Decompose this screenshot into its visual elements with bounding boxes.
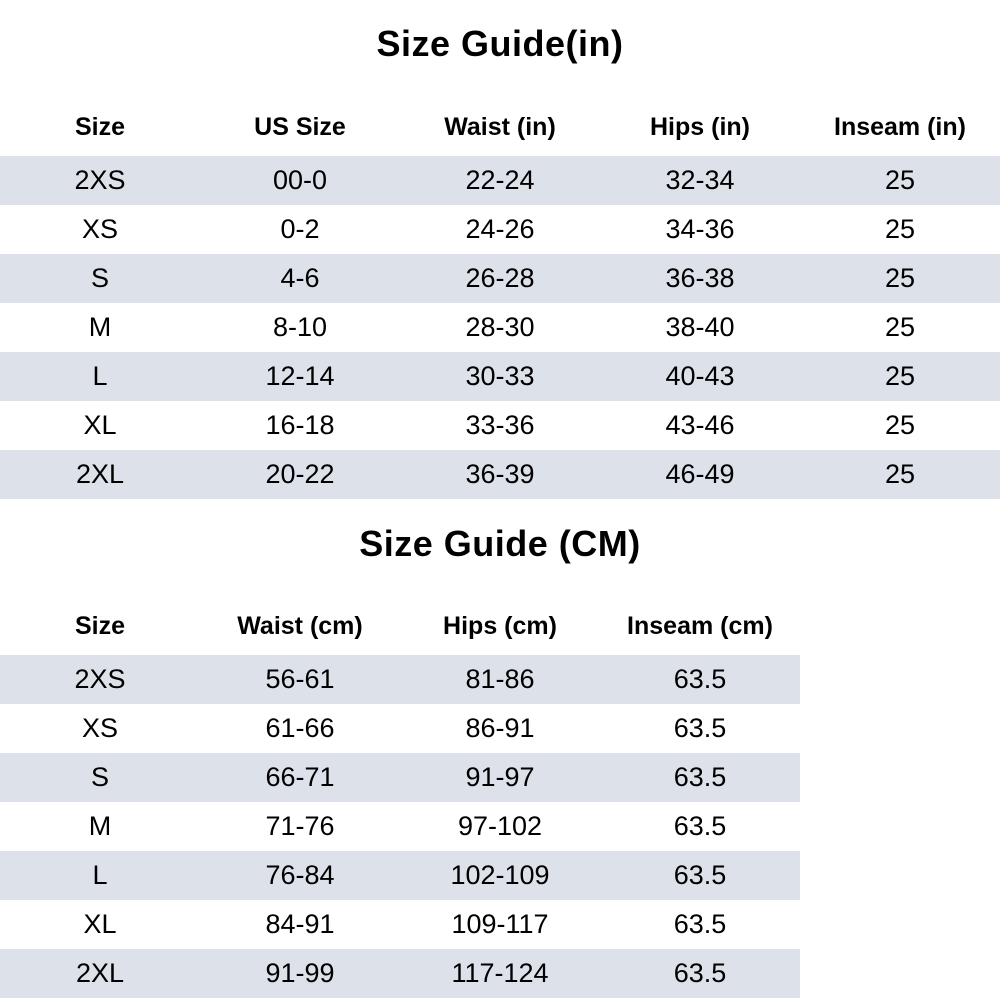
table-cell: 30-33 <box>465 361 535 391</box>
table-row <box>0 352 1000 401</box>
table-cell: 28-30 <box>465 312 535 342</box>
table-cell: M <box>88 312 112 342</box>
table-cell: 32-34 <box>665 165 735 195</box>
table-cell: 4-6 <box>280 263 320 293</box>
table-cell: 61-66 <box>265 713 335 743</box>
table-cell: S <box>90 263 109 293</box>
table-cell: 109-117 <box>451 909 549 939</box>
table-cell: 16-18 <box>265 410 335 440</box>
table-cell: 25 <box>884 459 916 489</box>
table-cell: 56-61 <box>265 664 335 694</box>
table-cell: 63.5 <box>673 958 727 988</box>
table-header-row <box>0 597 800 655</box>
column-header-waist: Waist (cm) <box>237 611 363 640</box>
table-row <box>0 303 1000 352</box>
table-cell: 26-28 <box>465 263 535 293</box>
table-cell: 84-91 <box>265 909 335 939</box>
table-cell: 76-84 <box>265 860 335 890</box>
column-header-size: Size <box>74 112 126 141</box>
table-cell: 0-2 <box>280 214 320 244</box>
table-cell: L <box>92 361 108 391</box>
table-cell: 43-46 <box>665 410 735 440</box>
table-row <box>0 802 800 851</box>
table-cell: XL <box>83 909 117 939</box>
table-cell: L <box>92 860 108 890</box>
table-cell: 97-102 <box>457 811 543 841</box>
table-cell: 25 <box>884 263 916 293</box>
table-cell: 2XS <box>74 165 126 195</box>
table-cell: 34-36 <box>665 214 735 244</box>
column-header-size: Size <box>74 611 126 640</box>
table-cell: 25 <box>884 361 916 391</box>
table-row <box>0 753 800 802</box>
table-cell: M <box>88 811 112 841</box>
table-cell: 00-0 <box>272 165 328 195</box>
table-cell: 2XL <box>75 459 125 489</box>
table-cell: 63.5 <box>673 664 727 694</box>
table-cell: 63.5 <box>673 909 727 939</box>
table-cell: 8-10 <box>272 312 328 342</box>
table-row <box>0 254 1000 303</box>
table-cell: XS <box>81 713 119 743</box>
column-header-us-size: US Size <box>254 112 346 141</box>
table-cell: 71-76 <box>265 811 335 841</box>
table-cell: 117-124 <box>451 958 549 988</box>
table-cell: 33-36 <box>465 410 535 440</box>
table-row <box>0 949 800 998</box>
table-cell: 36-39 <box>465 459 535 489</box>
size-guide-cm-title: Size Guide (CM) <box>359 523 641 564</box>
table-row <box>0 900 800 949</box>
table-row <box>0 401 1000 450</box>
table-cell: 46-49 <box>665 459 735 489</box>
table-cell: 2XS <box>74 664 126 694</box>
size-guide-inches-title: Size Guide(in) <box>376 23 624 64</box>
table-cell: 20-22 <box>265 459 335 489</box>
table-cell: 40-43 <box>665 361 735 391</box>
table-row <box>0 156 1000 205</box>
table-cell: 63.5 <box>673 860 727 890</box>
column-header-inseam: Inseam (in) <box>834 112 966 141</box>
table-cell: 36-38 <box>665 263 735 293</box>
table-cell: 86-91 <box>465 713 535 743</box>
table-cell: XL <box>83 410 117 440</box>
table-cell: 2XL <box>75 958 125 988</box>
table-cell: 25 <box>884 410 916 440</box>
column-header-waist: Waist (in) <box>444 112 556 141</box>
table-cell: 38-40 <box>665 312 735 342</box>
table-cell: 63.5 <box>673 811 727 841</box>
table-cell: 102-109 <box>450 860 550 890</box>
table-cell: 63.5 <box>673 762 727 792</box>
table-cell: 12-14 <box>265 361 335 391</box>
table-row <box>0 450 1000 499</box>
table-cell: 25 <box>884 165 916 195</box>
table-row <box>0 851 800 900</box>
table-cell: 22-24 <box>465 165 535 195</box>
table-cell: 25 <box>884 312 916 342</box>
table-row <box>0 704 800 753</box>
column-header-inseam: Inseam (cm) <box>627 611 773 640</box>
table-cell: 91-97 <box>465 762 535 792</box>
table-cell: 66-71 <box>265 762 335 792</box>
table-cell: S <box>90 762 109 792</box>
size-guide-inches-table <box>0 98 1000 499</box>
table-row <box>0 205 1000 254</box>
table-cell: 81-86 <box>465 664 535 694</box>
table-header-row <box>0 98 1000 156</box>
table-cell: 91-99 <box>265 958 335 988</box>
column-header-hips: Hips (in) <box>650 112 750 141</box>
table-cell: 25 <box>884 214 916 244</box>
table-cell: 24-26 <box>465 214 535 244</box>
column-header-hips: Hips (cm) <box>443 611 557 640</box>
table-row <box>0 655 800 704</box>
table-cell: XS <box>81 214 119 244</box>
table-cell: 63.5 <box>673 713 727 743</box>
size-guide-cm-table <box>0 597 800 998</box>
